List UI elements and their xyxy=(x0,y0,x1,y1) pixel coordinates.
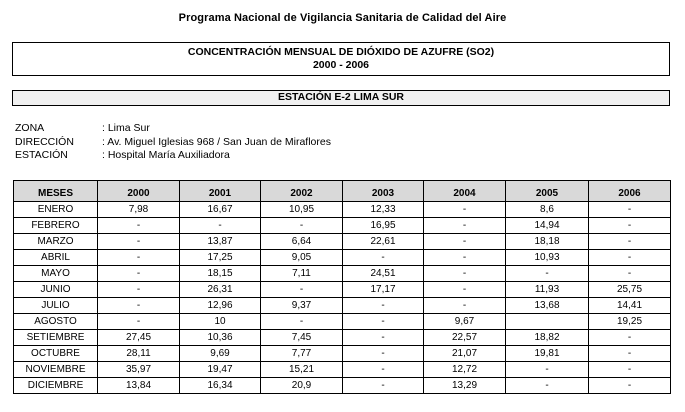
value-cell: 10,95 xyxy=(261,202,343,218)
month-cell: SETIEMBRE xyxy=(14,330,98,346)
value-cell: - xyxy=(343,346,424,362)
value-cell: 14,41 xyxy=(589,298,671,314)
value-cell: 9,37 xyxy=(261,298,343,314)
value-cell: 6,64 xyxy=(261,234,343,250)
value-cell: 17,25 xyxy=(180,250,261,266)
month-cell: OCTUBRE xyxy=(14,346,98,362)
value-cell: 24,51 xyxy=(343,266,424,282)
report-period: 2000 - 2006 xyxy=(312,59,370,71)
info-row-zona xyxy=(15,122,331,136)
value-cell: 15,21 xyxy=(261,362,343,378)
value-cell: 7,11 xyxy=(261,266,343,282)
value-cell: 9,67 xyxy=(424,314,506,330)
zona-value: : Lima Sur xyxy=(102,122,150,134)
value-cell: - xyxy=(506,378,589,394)
value-cell: - xyxy=(343,362,424,378)
station-info xyxy=(15,122,331,163)
value-cell: 10,93 xyxy=(506,250,589,266)
table-row xyxy=(14,298,671,314)
value-cell: 19,25 xyxy=(589,314,671,330)
header-year: 2001 xyxy=(180,181,261,202)
value-cell: - xyxy=(589,202,671,218)
table-row xyxy=(14,378,671,394)
zona-label: ZONA xyxy=(15,122,45,134)
header-year: 2000 xyxy=(98,181,180,202)
header-year: 2004 xyxy=(424,181,506,202)
value-cell: - xyxy=(506,266,589,282)
value-cell: 9,69 xyxy=(180,346,261,362)
value-cell: 13,29 xyxy=(424,378,506,394)
value-cell: 20,9 xyxy=(261,378,343,394)
table-row xyxy=(14,314,671,330)
value-cell: - xyxy=(424,266,506,282)
value-cell: 13,87 xyxy=(180,234,261,250)
value-cell: 7,98 xyxy=(98,202,180,218)
table-row xyxy=(14,282,671,298)
month-cell: AGOSTO xyxy=(14,314,98,330)
value-cell: - xyxy=(589,330,671,346)
value-cell: - xyxy=(261,282,343,298)
value-cell: 9,05 xyxy=(261,250,343,266)
report-title: CONCENTRACIÓN MENSUAL DE DIÓXIDO DE AZUFRE (SO2) xyxy=(187,46,495,58)
value-cell: - xyxy=(424,202,506,218)
header-year: 2003 xyxy=(343,181,424,202)
value-cell: 18,15 xyxy=(180,266,261,282)
value-cell: 12,96 xyxy=(180,298,261,314)
value-cell: - xyxy=(343,250,424,266)
info-row-direccion xyxy=(15,136,331,150)
value-cell: 16,67 xyxy=(180,202,261,218)
table-row xyxy=(14,362,671,378)
value-cell: 19,81 xyxy=(506,346,589,362)
value-cell: - xyxy=(424,234,506,250)
header-meses: MESES xyxy=(14,181,98,202)
value-cell: 26,31 xyxy=(180,282,261,298)
table-row xyxy=(14,266,671,282)
estacion-label: ESTACIÓN xyxy=(15,149,68,161)
value-cell: - xyxy=(343,298,424,314)
value-cell: 16,95 xyxy=(343,218,424,234)
value-cell: - xyxy=(343,330,424,346)
value-cell: 14,94 xyxy=(506,218,589,234)
value-cell: - xyxy=(589,250,671,266)
value-cell: 10 xyxy=(180,314,261,330)
value-cell: - xyxy=(98,266,180,282)
value-cell: - xyxy=(261,218,343,234)
value-cell: - xyxy=(180,218,261,234)
table-body xyxy=(14,202,671,394)
value-cell: 27,45 xyxy=(98,330,180,346)
value-cell: 10,36 xyxy=(180,330,261,346)
estacion-value: : Hospital María Auxiliadora xyxy=(102,149,230,161)
value-cell: 12,72 xyxy=(424,362,506,378)
value-cell: 35,97 xyxy=(98,362,180,378)
header-year: 2002 xyxy=(261,181,343,202)
value-cell: 8,6 xyxy=(506,202,589,218)
value-cell: - xyxy=(98,218,180,234)
value-cell: 18,82 xyxy=(506,330,589,346)
value-cell: - xyxy=(343,314,424,330)
value-cell: 12,33 xyxy=(343,202,424,218)
program-title: Programa Nacional de Vigilancia Sanitaria de Calidad del Aire xyxy=(178,12,507,24)
value-cell: - xyxy=(424,250,506,266)
station-title-box xyxy=(12,90,670,106)
value-cell: - xyxy=(98,250,180,266)
value-cell: 7,77 xyxy=(261,346,343,362)
value-cell: - xyxy=(98,234,180,250)
value-cell: 13,84 xyxy=(98,378,180,394)
table-row xyxy=(14,202,671,218)
direccion-label: DIRECCIÓN xyxy=(15,135,74,148)
value-cell: 18,18 xyxy=(506,234,589,250)
month-cell: ENERO xyxy=(14,202,98,218)
table-row xyxy=(14,330,671,346)
month-cell: ABRIL xyxy=(14,250,98,266)
value-cell: - xyxy=(424,298,506,314)
value-cell: - xyxy=(261,314,343,330)
value-cell: 22,61 xyxy=(343,234,424,250)
direccion-value: : Av. Miguel Iglesias 968 / San Juan de Miraflores xyxy=(102,135,331,148)
value-cell xyxy=(506,314,589,330)
value-cell: 11,93 xyxy=(506,282,589,298)
value-cell: 21,07 xyxy=(424,346,506,362)
header-year: 2005 xyxy=(506,181,589,202)
value-cell: 17,17 xyxy=(343,282,424,298)
value-cell: - xyxy=(589,346,671,362)
value-cell: 7,45 xyxy=(261,330,343,346)
month-cell: MARZO xyxy=(14,234,98,250)
month-cell: JUNIO xyxy=(14,282,98,298)
month-cell: FEBRERO xyxy=(14,218,98,234)
value-cell: - xyxy=(424,218,506,234)
station-title: ESTACIÓN E-2 LIMA SUR xyxy=(277,91,404,103)
month-cell: JULIO xyxy=(14,298,98,314)
value-cell: 13,68 xyxy=(506,298,589,314)
value-cell: 22,57 xyxy=(424,330,506,346)
value-cell: - xyxy=(506,362,589,378)
table-row xyxy=(14,250,671,266)
info-row-estacion xyxy=(15,149,331,163)
value-cell: 19,47 xyxy=(180,362,261,378)
value-cell: 28,11 xyxy=(98,346,180,362)
value-cell: - xyxy=(343,378,424,394)
value-cell: - xyxy=(589,218,671,234)
report-title-box xyxy=(12,42,670,76)
month-cell: MAYO xyxy=(14,266,98,282)
table-row xyxy=(14,346,671,362)
table-row xyxy=(14,234,671,250)
value-cell: - xyxy=(589,234,671,250)
month-cell: NOVIEMBRE xyxy=(14,362,98,378)
month-cell: DICIEMBRE xyxy=(14,378,98,394)
value-cell: - xyxy=(98,298,180,314)
value-cell: 16,34 xyxy=(180,378,261,394)
value-cell: - xyxy=(589,266,671,282)
header-year: 2006 xyxy=(589,181,671,202)
so2-data-table xyxy=(13,180,671,394)
value-cell: - xyxy=(98,314,180,330)
value-cell: - xyxy=(589,378,671,394)
table-row xyxy=(14,218,671,234)
value-cell: - xyxy=(98,282,180,298)
value-cell: - xyxy=(424,282,506,298)
value-cell: - xyxy=(589,362,671,378)
value-cell: 25,75 xyxy=(589,282,671,298)
